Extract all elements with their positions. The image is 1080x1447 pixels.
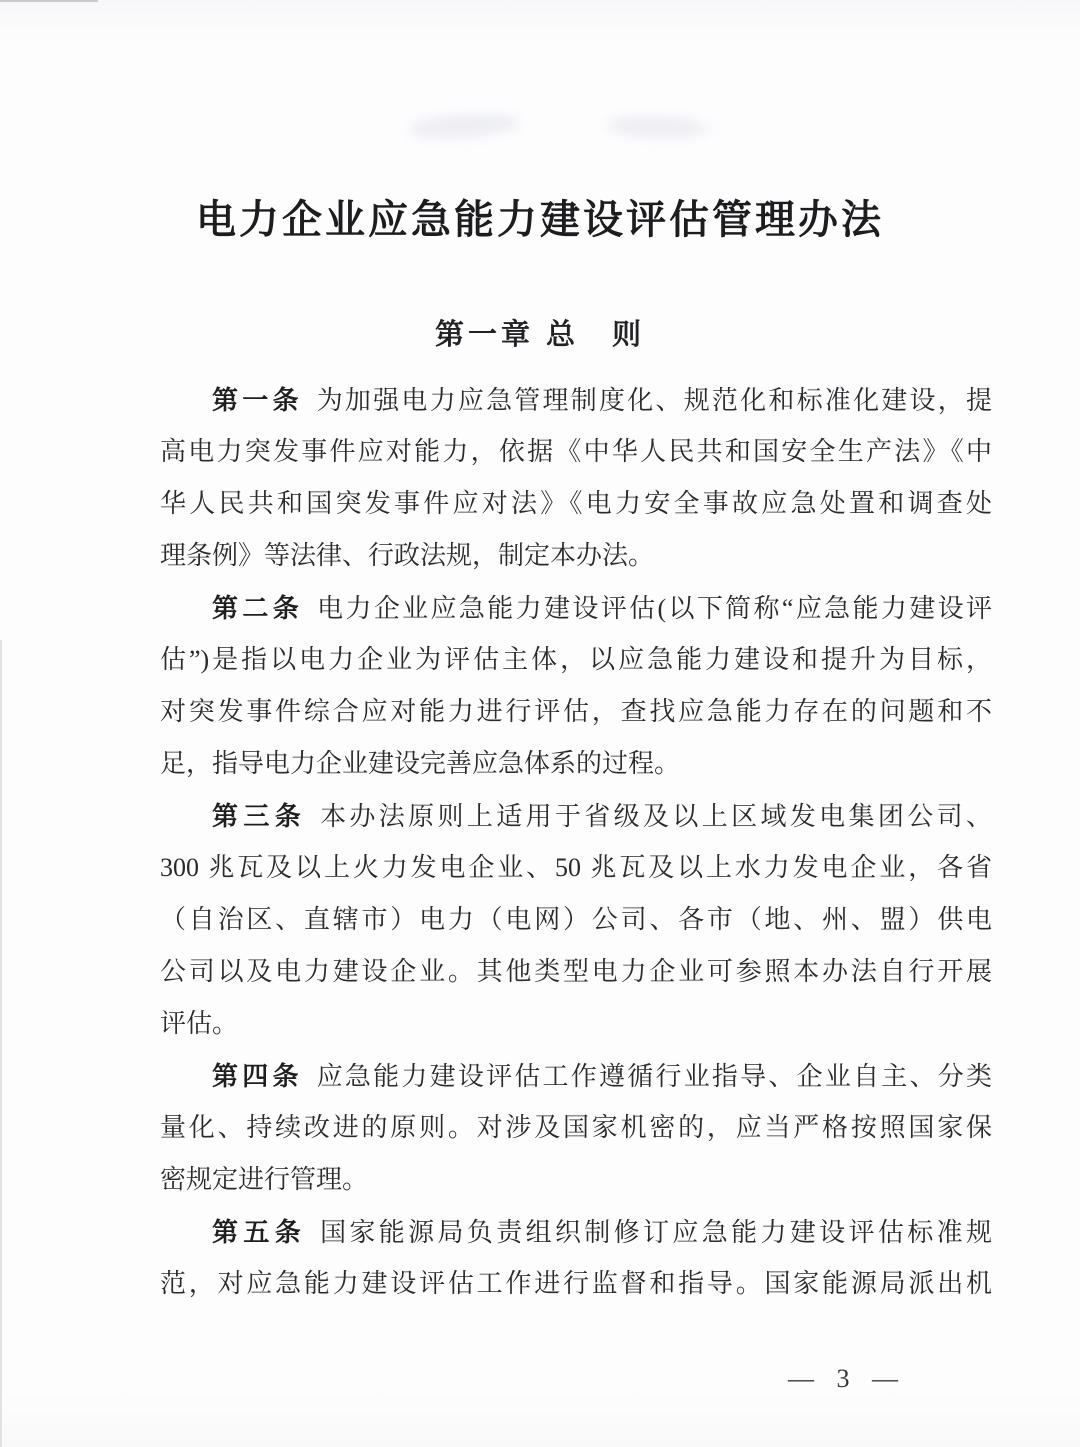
article-line: 估”)是指以电力企业为评估主体，以应急能力建设和提升为目标， [160,645,992,674]
article [160,582,992,790]
scan-edge-artifact [0,640,2,1447]
article-line: 足，指导电力企业建设完善应急体系的过程。 [160,749,681,778]
article [160,374,992,582]
article-line: （自治区、直辖市）电力（电网）公司、各市（地、州、盟）供电 [160,905,992,934]
article-line [160,1050,992,1102]
article [160,1050,992,1206]
article-number-label: 第四条 [212,1061,303,1091]
article-line [160,374,992,426]
article-number-label: 第三条 [212,801,307,831]
article-line [160,582,992,634]
chapter-heading: 第一章 总 则 [434,319,646,351]
article-line: 密规定进行管理。 [160,1165,369,1194]
article-line: 理条例》等法律、行政法规，制定本办法。 [160,541,655,570]
article-text: 应急能力建设评估工作遵循行业指导、企业自主、分类 [316,1062,992,1091]
document-title: 电力企业应急能力建设评估管理办法 [196,198,884,242]
article-text: 为加强电力应急管理制度化、规范化和标准化建设，提 [316,386,992,415]
scan-edge-artifact [0,0,98,2]
article-line: 量化、持续改进的原则。对涉及国家机密的，应当严格按照国家保 [160,1113,992,1142]
article-line: 公司以及电力建设企业。其他类型电力企业可参照本办法自行开展 [160,957,992,986]
article-number-label: 第一条 [212,385,303,415]
article-text: 国家能源局负责组织制修订应急能力建设评估标准规 [320,1218,992,1247]
article-line: 评估。 [160,1009,239,1038]
article-number-label: 第二条 [212,593,304,623]
article-line: 对突发事件综合应对能力进行评估，查找应急能力存在的问题和不 [160,697,992,726]
article-line [160,1206,992,1258]
article-line [160,790,992,842]
article-line: 华人民共和国突发事件应对法》《电力安全事故应急处置和调查处 [160,489,992,518]
article-line: 高电力突发事件应对能力，依据《中华人民共和国安全生产法》《中 [160,437,992,466]
article-text: 本办法原则上适用于省级及以上区域发电集团公司、 [320,802,992,831]
article-number-label: 第五条 [212,1217,307,1247]
article [160,1206,992,1310]
scan-smudge [407,111,520,141]
article-text: 电力企业应急能力建设评估(以下简称“应急能力建设评 [317,594,992,623]
scan-smudge [606,115,709,139]
article [160,790,992,1050]
article-line: 范，对应急能力建设评估工作进行监督和指导。国家能源局派出机 [160,1269,992,1298]
document-body [160,374,992,1310]
article-line: 300 兆瓦及以上火力发电企业、50 兆瓦及以上水力发电企业，各省 [160,853,992,882]
page-number: — 3 — [788,1364,906,1393]
